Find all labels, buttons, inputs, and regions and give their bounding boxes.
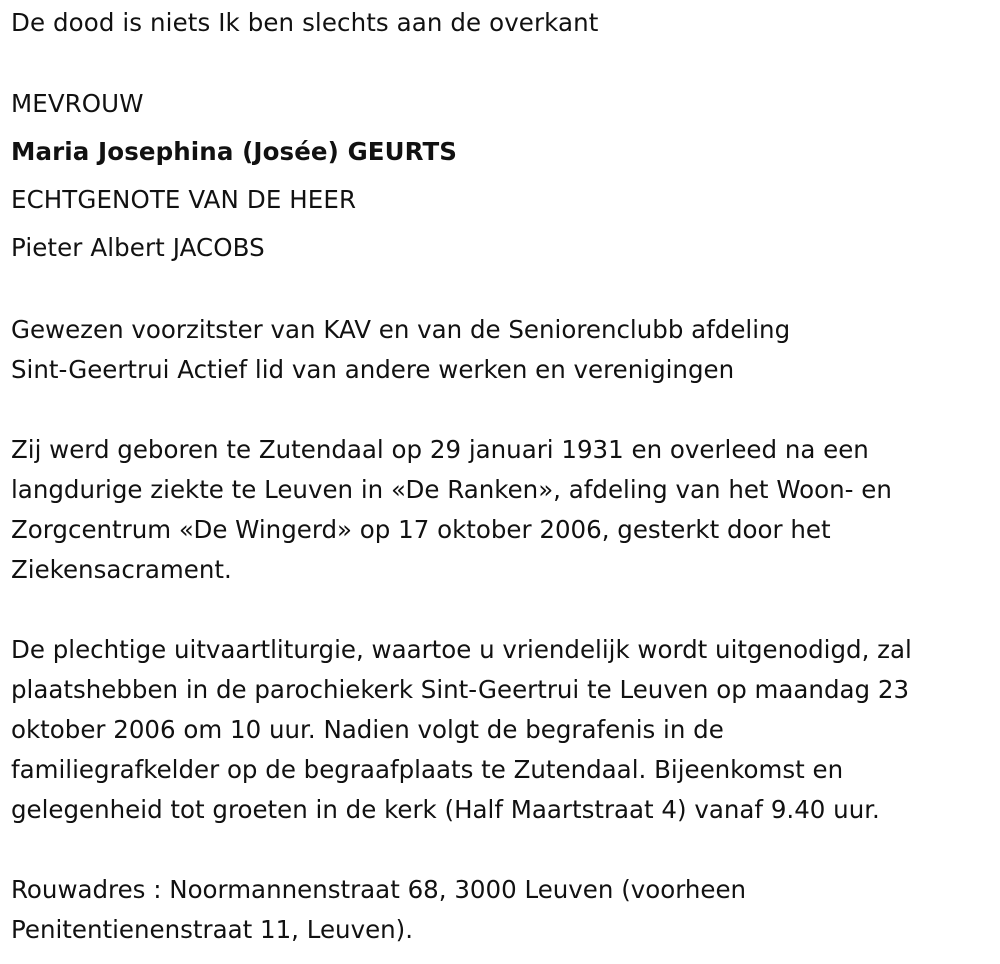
paragraph-line: langdurige ziekte te Leuven in «De Ranken», afdeling van het Woon- en: [11, 475, 892, 504]
address-paragraph: [11, 870, 746, 950]
paragraph-line: gelegenheid tot groeten in de kerk (Half Maartstraat 4) vanaf 9.40 uur.: [11, 795, 880, 824]
paragraph-line: Zorgcentrum «De Wingerd» op 17 oktober 2006, gesterkt door het: [11, 515, 831, 544]
spouse-title: ECHTGENOTE VAN DE HEER: [11, 185, 357, 214]
paragraph-line: plaatshebben in de parochiekerk Sint-Geertrui te Leuven op maandag 23: [11, 675, 910, 704]
functions-paragraph: [11, 310, 790, 390]
paragraph-line: Zij werd geboren te Zutendaal op 29 januari 1931 en overleed na een: [11, 435, 869, 464]
paragraph-line: oktober 2006 om 10 uur. Nadien volgt de begrafenis in de: [11, 715, 724, 744]
paragraph-line: Sint-Geertrui Actief lid van andere werken en verenigingen: [11, 355, 735, 384]
spouse-name: Pieter Albert JACOBS: [11, 233, 265, 262]
funeral-paragraph: [11, 630, 912, 830]
honorific-title: MEVROUW: [11, 89, 144, 118]
paragraph-line: Rouwadres : Noormannenstraat 68, 3000 Leuven (voorheen: [11, 875, 747, 904]
paragraph-line: familiegrafkelder op de begraafplaats te Zutendaal. Bijeenkomst en: [11, 755, 844, 784]
paragraph-line: De plechtige uitvaartliturgie, waartoe u vriendelijk wordt uitgenodigd, zal: [11, 635, 912, 664]
paragraph-line: Gewezen voorzitster van KAV en van de Seniorenclubb afdeling: [11, 315, 791, 344]
deceased-name: Maria Josephina (Josée) GEURTS: [11, 137, 458, 166]
paragraph-line: Penitentienenstraat 11, Leuven).: [11, 915, 414, 944]
motto-line: De dood is niets Ik ben slechts aan de overkant: [11, 8, 599, 37]
paragraph-line: Ziekensacrament.: [11, 555, 232, 584]
life-paragraph: [11, 430, 892, 590]
